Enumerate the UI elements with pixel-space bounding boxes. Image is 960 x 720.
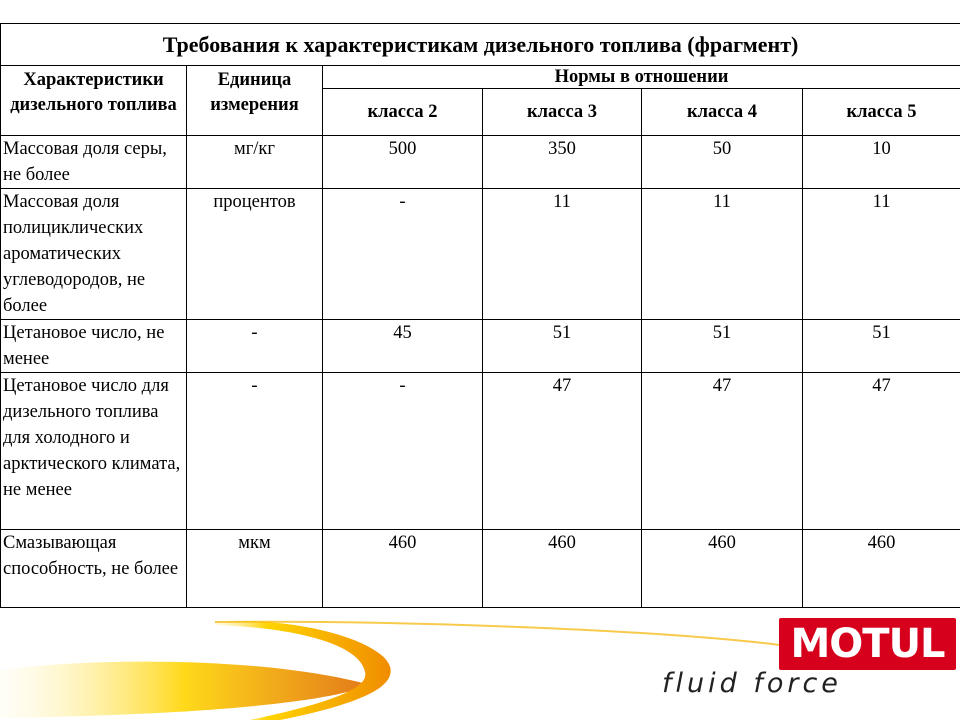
row-unit: процентов: [187, 189, 323, 320]
row-unit: -: [187, 320, 323, 373]
header-feature: Характеристики дизельного топлива: [1, 66, 187, 136]
header-class-2: класса 2: [323, 89, 483, 136]
row-feature: Массовая доля полициклических ароматических углеводородов, не более: [1, 189, 187, 320]
fuel-requirements-table: [0, 23, 960, 608]
row-value-class-5: 51: [803, 320, 960, 373]
motul-logo: [779, 618, 956, 670]
row-unit: -: [187, 373, 323, 530]
row-value-class-3: 11: [483, 189, 642, 320]
logo-tagline: fluid force: [662, 668, 842, 699]
row-value-class-2: 460: [323, 530, 483, 608]
header-class-4: класса 4: [642, 89, 803, 136]
row-value-class-2: -: [323, 189, 483, 320]
row-value-class-4: 11: [642, 189, 803, 320]
row-value-class-4: 50: [642, 136, 803, 189]
table-row: [1, 373, 960, 530]
row-value-class-4: 460: [642, 530, 803, 608]
table-row: [1, 530, 960, 608]
row-value-class-2: -: [323, 373, 483, 530]
table-row: [1, 136, 960, 189]
row-unit: мкм: [187, 530, 323, 608]
title-row: [1, 24, 960, 66]
row-value-class-2: 45: [323, 320, 483, 373]
row-value-class-3: 350: [483, 136, 642, 189]
header-norms: Нормы в отношении: [323, 66, 960, 89]
row-feature: Массовая доля серы, не более: [1, 136, 187, 189]
row-unit: мг/кг: [187, 136, 323, 189]
header-row-1: [1, 66, 960, 89]
row-value-class-5: 460: [803, 530, 960, 608]
header-class-3: класса 3: [483, 89, 642, 136]
table-row: [1, 320, 960, 373]
table-row: [1, 189, 960, 320]
row-value-class-3: 51: [483, 320, 642, 373]
row-value-class-5: 10: [803, 136, 960, 189]
header-unit: Единица измерения: [187, 66, 323, 136]
row-feature: Цетановое число для дизельного топлива для холодного и арктического климата, не менее: [1, 373, 187, 530]
row-value-class-5: 11: [803, 189, 960, 320]
row-value-class-3: 47: [483, 373, 642, 530]
logo-brand-text: MOTUL: [790, 621, 945, 667]
row-feature: Смазывающая способность, не более: [1, 530, 187, 608]
row-value-class-4: 51: [642, 320, 803, 373]
row-value-class-5: 47: [803, 373, 960, 530]
row-feature: Цетановое число, не менее: [1, 320, 187, 373]
header-class-5: класса 5: [803, 89, 960, 136]
row-value-class-2: 500: [323, 136, 483, 189]
table-title: Требования к характеристикам дизельного топлива (фрагмент): [1, 24, 960, 66]
row-value-class-4: 47: [642, 373, 803, 530]
row-value-class-3: 460: [483, 530, 642, 608]
